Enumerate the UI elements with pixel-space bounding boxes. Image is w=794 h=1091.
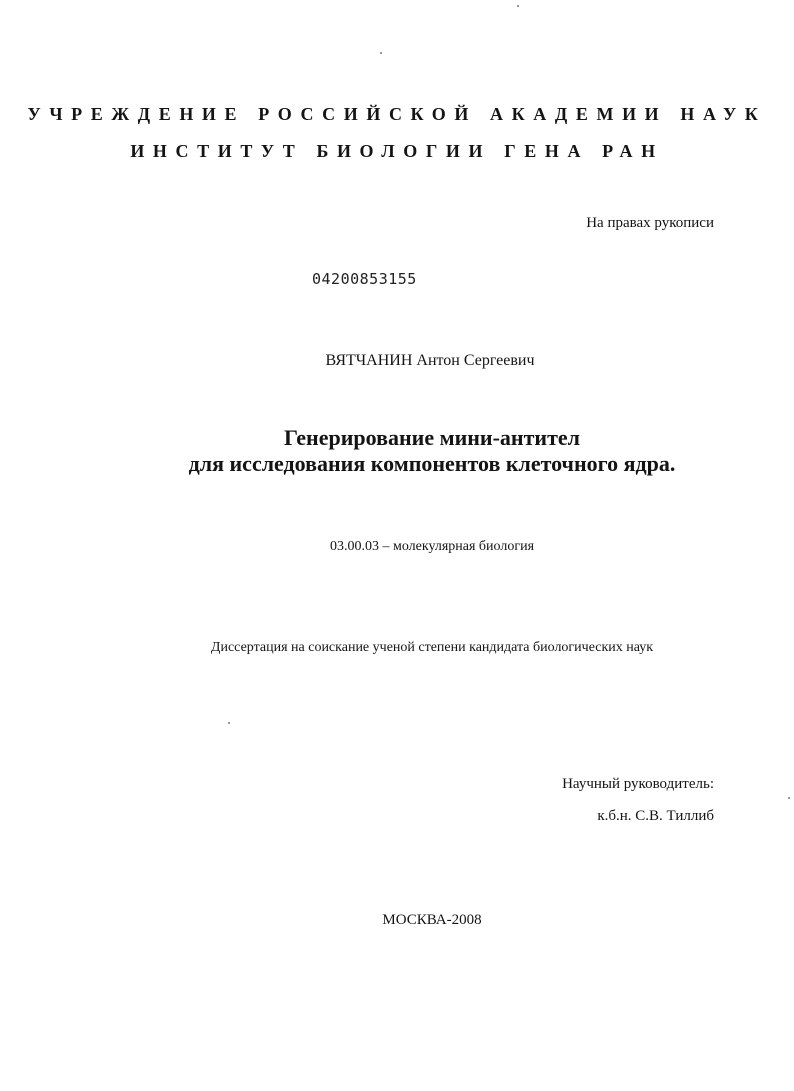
catalog-code: 04200853155 bbox=[312, 270, 417, 288]
author-name: ВЯТЧАНИН Антон Сергеевич bbox=[325, 352, 535, 369]
scan-speck bbox=[380, 52, 382, 54]
title-line-1: Генерирование мини-антител bbox=[283, 425, 581, 450]
supervisor-name: к.б.н. С.В. Тиллиб bbox=[597, 808, 714, 824]
institute-heading: ИНСТИТУТ БИОЛОГИИ ГЕНА РАН bbox=[130, 141, 664, 161]
supervisor-label: Научный руководитель: bbox=[562, 776, 714, 792]
scan-speck bbox=[517, 5, 519, 7]
scan-speck bbox=[228, 722, 230, 724]
city-year: МОСКВА-2008 bbox=[382, 912, 482, 928]
institution-heading: УЧРЕЖДЕНИЕ РОССИЙСКОЙ АКАДЕМИИ НАУК bbox=[27, 104, 767, 124]
manuscript-note: На правах рукописи bbox=[586, 215, 714, 231]
scan-speck bbox=[788, 797, 790, 799]
title-line-2: для исследования компонентов клеточного ядра. bbox=[188, 451, 676, 476]
specialty-code: 03.00.03 – молекулярная биология bbox=[329, 539, 535, 554]
degree-statement: Диссертация на соискание ученой степени кандидата биологических наук bbox=[210, 640, 654, 655]
